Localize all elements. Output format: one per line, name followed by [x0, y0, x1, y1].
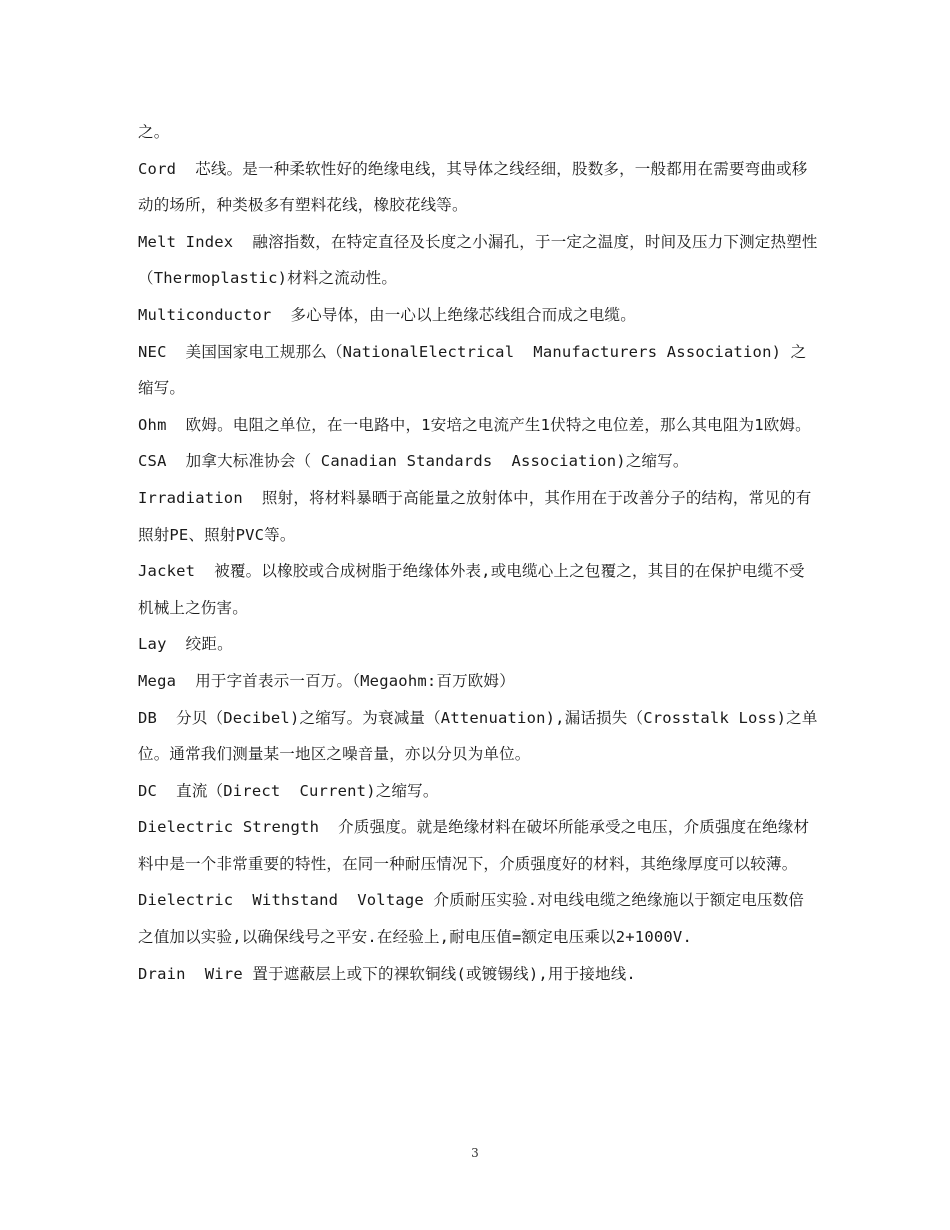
- glossary-term: Jacket: [138, 562, 215, 581]
- glossary-entry: [138, 882, 818, 955]
- glossary-entry: [138, 224, 818, 297]
- glossary-term: Dielectric Withstand Voltage: [138, 891, 434, 910]
- glossary-entry: [138, 663, 818, 700]
- glossary-definition: 介质强度。就是绝缘材料在破坏所能承受之电压，介质强度在绝缘材料中是一个非常重要的特性，在同一种耐压情况下，介质强度好的材料，其绝缘厚度可以较薄。: [138, 818, 810, 873]
- glossary-entry: [138, 553, 818, 626]
- glossary-entry: [138, 480, 818, 553]
- glossary-definition: 绞距。: [185, 635, 233, 654]
- glossary-term: Irradiation: [138, 488, 262, 507]
- glossary-term: Multiconductor: [138, 305, 291, 324]
- glossary-entry: [138, 297, 818, 334]
- glossary-entry: [138, 700, 818, 773]
- page-number: 3: [471, 1146, 479, 1160]
- glossary-entry: [138, 626, 818, 663]
- glossary-entry: [138, 334, 818, 407]
- glossary-term: Lay: [138, 635, 186, 654]
- glossary-definition: 欧姆。电阻之单位，在一电路中，1安培之电流产生1伏特之电位差，那么其电阻为1欧姆。: [185, 415, 811, 434]
- glossary-term: Mega: [138, 671, 196, 690]
- glossary-content: [138, 114, 818, 992]
- glossary-definition: 之。: [138, 123, 170, 141]
- glossary-definition: 被覆。以橡胶或合成树脂于绝缘体外表,或电缆心上之包覆之，其目的在保护电缆不受机械上之伤害。: [138, 562, 805, 617]
- glossary-entry: [138, 956, 818, 993]
- glossary-entry: [138, 407, 818, 444]
- glossary-entry: [138, 773, 818, 810]
- glossary-entry: [138, 114, 818, 151]
- glossary-term: Ohm: [138, 415, 186, 434]
- glossary-definition: 用于字首表示一百万。（Megaohm:百万欧姆）: [195, 671, 515, 690]
- glossary-term: CSA: [138, 452, 186, 471]
- glossary-term: Drain Wire: [138, 964, 253, 983]
- glossary-entry: [138, 443, 818, 480]
- glossary-term: Cord: [138, 159, 196, 178]
- glossary-term: Melt Index: [138, 232, 253, 251]
- glossary-term: DC: [138, 781, 177, 800]
- glossary-definition: 分贝（Decibel)之缩写。为衰减量（Attenuation),漏话损失（Crosstalk Loss)之单位。通常我们测量某一地区之噪音量，亦以分贝为单位。: [138, 708, 818, 764]
- glossary-entry: [138, 151, 818, 224]
- glossary-definition: 直流（Direct Current)之缩写。: [176, 781, 439, 800]
- glossary-term: NEC: [138, 342, 186, 361]
- glossary-entry: [138, 809, 818, 882]
- glossary-definition: 置于遮蔽层上或下的裸软铜线(或镀锡线),用于接地线.: [252, 964, 636, 983]
- glossary-definition: 加拿大标准协会（ Canadian Standards Association)之缩写。: [185, 452, 689, 471]
- glossary-definition: 照射，将材料暴晒于高能量之放射体中，其作用在于改善分子的结构，常见的有照射PE、照射PVC等。: [138, 488, 812, 544]
- glossary-definition: 融溶指数，在特定直径及长度之小漏孔，于一定之温度，时间及压力下测定热塑性（Thermoplastic)材料之流动性。: [138, 232, 818, 288]
- glossary-definition: 芯线。是一种柔软性好的绝缘电线，其导体之线经细，股数多，一般都用在需要弯曲或移动的场所，种类极多有塑料花线，橡胶花线等。: [138, 159, 808, 215]
- glossary-definition: 介质耐压实验.对电线电缆之绝缘施以于额定电压数倍之值加以实验,以确保线号之平安.在经验上,耐电压值=额定电压乘以2+1000V.: [138, 891, 805, 947]
- glossary-term: Dielectric Strength: [138, 818, 339, 837]
- glossary-definition: 多心导体，由一心以上绝缘芯线组合而成之电缆。: [290, 305, 636, 324]
- glossary-term: DB: [138, 708, 177, 727]
- glossary-definition: 美国国家电工规那么（NationalElectrical Manufacturers Association) 之缩写。: [138, 342, 807, 398]
